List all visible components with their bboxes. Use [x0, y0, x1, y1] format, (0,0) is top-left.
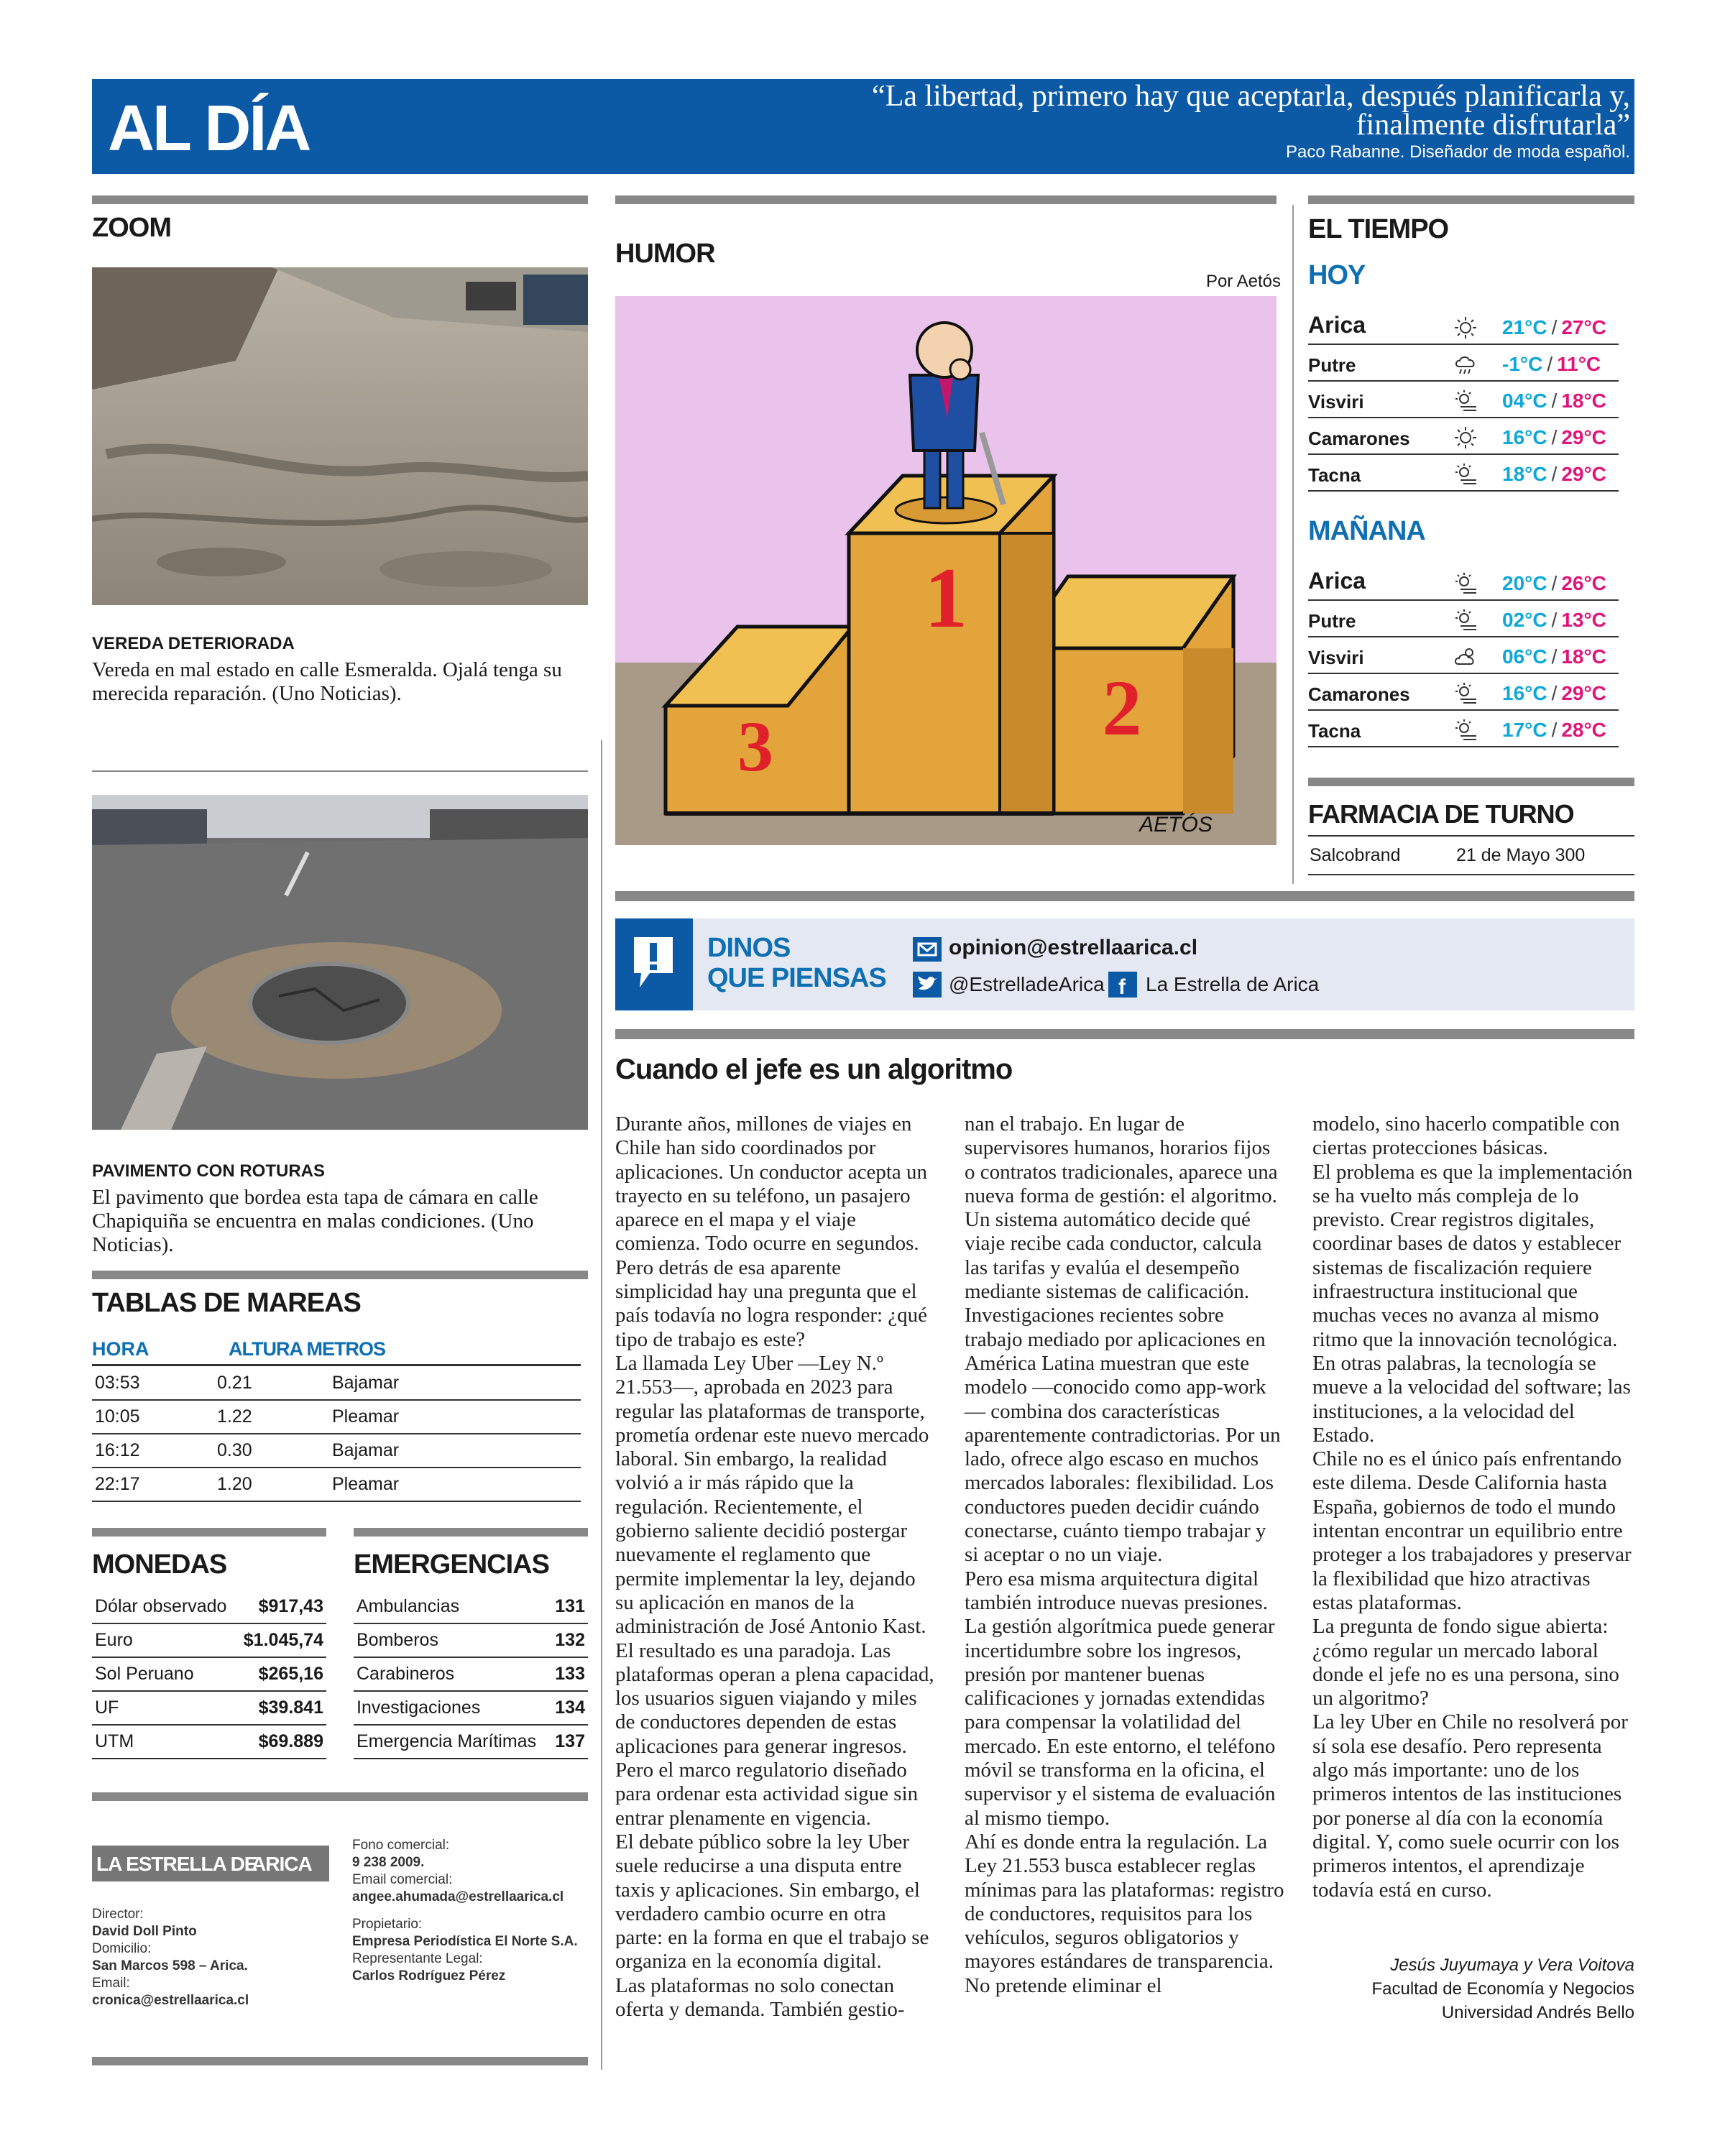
- emergency-service: Carabineros: [354, 1657, 550, 1691]
- rain-cloud-icon: [1453, 352, 1478, 377]
- article-paragraph: nan el trabajo. En lugar de supervisores humanos, horarios fijos o contratos tradicionales, aparece una nueva forma de gestión: el algoritmo. Un sistema automático decide qué viaje recibe cada conductor, calcula las tarifas y evalúa el desempeño mediante sistemas de calificación.: [965, 1112, 1278, 1304]
- table-row: [92, 1434, 581, 1468]
- article-authors: Jesús Juyumaya y Vera Voitova: [1390, 1955, 1634, 1975]
- emergency-number: 137: [550, 1725, 588, 1759]
- tides-table: [92, 1366, 581, 1502]
- article-paragraph: En otras palabras, la tecnología se mueve a la velocidad del software; las instituciones, a la velocidad del Estado.: [1312, 1351, 1631, 1447]
- weather-today-label: HOY: [1308, 260, 1366, 290]
- temp-low: 04°C: [1502, 390, 1547, 412]
- currency-value: $39.841: [236, 1691, 326, 1725]
- article-paragraph: Las plataformas no solo conectan oferta y demanda. También gestio-: [615, 1973, 905, 2021]
- phone: 9 238 2009.: [352, 1855, 425, 1870]
- weather-temps: [1502, 609, 1606, 632]
- article-signature: [1371, 1953, 1634, 2024]
- tide-type: Pleamar: [329, 1468, 581, 1501]
- table-row: [92, 1366, 581, 1400]
- weather-city: Putre: [1308, 354, 1356, 376]
- currency-value: $917,43: [236, 1590, 326, 1623]
- temp-separator: /: [1551, 645, 1558, 668]
- label: Director:: [92, 1907, 144, 1922]
- header-quote: “La libertad, primero hay que aceptarla, después planificarla y, finalmente disfrutarla”: [872, 80, 1630, 142]
- temp-separator: /: [1551, 316, 1558, 338]
- sun-haze-icon: [1453, 571, 1478, 596]
- legal-rep: Carlos Rodríguez Pérez: [352, 1968, 506, 1984]
- temp-high: 18°C: [1561, 390, 1606, 412]
- temp-separator: /: [1551, 572, 1558, 594]
- podium-number: 2: [1102, 664, 1142, 752]
- facebook-icon: [1108, 972, 1137, 998]
- weather-city: Camarones: [1308, 683, 1410, 705]
- article-paragraph: La pregunta de fondo sigue abierta: ¿cómo regular un mercado laboral donde el jefe no es una persona, sino un algoritmo?: [1312, 1615, 1619, 1710]
- weather-city: Arica: [1308, 568, 1366, 594]
- sun-haze-icon: [1453, 718, 1478, 742]
- tide-type: Bajamar: [329, 1434, 581, 1468]
- temp-high: 18°C: [1561, 645, 1606, 668]
- imprint-left: [92, 1906, 249, 2009]
- temp-high: 27°C: [1561, 316, 1606, 338]
- section-bar: [615, 1029, 1634, 1039]
- table-row: [92, 1468, 581, 1501]
- temp-low: 18°C: [1502, 463, 1547, 485]
- column-divider: [1292, 205, 1294, 884]
- imprint-right: [352, 1837, 578, 1985]
- podium-number: 3: [737, 706, 773, 786]
- article-column-1: [615, 1112, 936, 2022]
- temp-low: 17°C: [1502, 719, 1547, 741]
- table-row: [354, 1725, 588, 1759]
- weather-row: [1308, 602, 1619, 637]
- sun-haze-icon: [1453, 462, 1478, 487]
- divider: [1308, 874, 1634, 875]
- label: Propietario:: [352, 1917, 423, 1932]
- weather-row: [1308, 419, 1619, 455]
- tide-time: 10:05: [92, 1400, 214, 1434]
- contact-email-link[interactable]: opinion@estrellaarica.cl: [949, 936, 1198, 959]
- emergencies-table: [354, 1590, 588, 1759]
- section-bar: [615, 891, 1634, 901]
- article-paragraph: Investigaciones recientes sobre trabajo mediado por aplicaciones en América Latina muestran que este modelo —conocido como app-work— combina dos características aparentemente contradictorias. Por un lado, ofrece algo escaso en muchos mercados laborales: flexibilidad. Los conductores pueden decidir cuándo conectarse, cuánto tiempo trabajar y si aceptar o no un viaje.: [965, 1304, 1281, 1567]
- section-bar: [92, 1528, 326, 1537]
- emergency-service: Emergencia Marítimas: [354, 1725, 550, 1759]
- label: Email:: [92, 1976, 130, 1991]
- temp-separator: /: [1551, 463, 1558, 485]
- temp-separator: /: [1551, 390, 1558, 412]
- director: David Doll Pinto: [92, 1924, 197, 1939]
- currency-name: UTM: [92, 1725, 236, 1759]
- pharmacy-title: FARMACIA DE TURNO: [1308, 799, 1574, 829]
- table-row: [354, 1590, 588, 1623]
- temp-low: 16°C: [1502, 682, 1547, 704]
- weather-temps: [1502, 719, 1606, 742]
- temp-separator: /: [1551, 682, 1558, 704]
- emergency-service: Investigaciones: [354, 1691, 550, 1725]
- logo-text-arica: ARICA: [252, 1853, 312, 1875]
- weather-row: [1308, 309, 1619, 345]
- weather-temps: [1502, 316, 1606, 339]
- article-paragraph: Pero detrás de esa aparente simplicidad hay una pregunta que el país todavía no logra responder: ¿qué tipo de trabajo es este?: [615, 1256, 928, 1351]
- email-link[interactable]: cronica@estrellaarica.cl: [92, 1993, 249, 2008]
- pharmacy-address: 21 de Mayo 300: [1456, 845, 1586, 865]
- weather-temps: [1502, 353, 1601, 376]
- weather-row: [1308, 711, 1619, 747]
- photo-damaged-sidewalk: [92, 267, 588, 605]
- weather-temps: [1502, 645, 1606, 668]
- sun-haze-icon: [1453, 608, 1478, 632]
- temp-low: 16°C: [1502, 426, 1547, 448]
- humor-title: HUMOR: [615, 239, 715, 269]
- header-quote-author: Paco Rabanne. Diseñador de moda español.: [1286, 142, 1630, 162]
- table-row: [92, 1590, 326, 1623]
- section-bar: [354, 1528, 588, 1537]
- section-title: AL DÍA: [108, 93, 310, 165]
- temp-high: 11°C: [1557, 353, 1601, 375]
- temp-low: 02°C: [1502, 609, 1547, 631]
- podium-number: 1: [924, 550, 967, 645]
- article-paragraph: El resultado es una paradoja. Las plataformas operan a plena capacidad, los usuarios siguen viajando y miles de conductores dependen de estas aplicaciones para generar ingresos. Pero el marco regulatorio diseñado para ordenar esta actividad sigue sin entrar plenamente en vigencia.: [615, 1639, 934, 1830]
- article-faculty: Facultad de Economía y Negocios: [1371, 1979, 1634, 1999]
- weather-city: Camarones: [1308, 428, 1410, 449]
- emergency-service: Bomberos: [354, 1623, 550, 1657]
- caption-text: Vereda en mal estado en calle Esmeralda. Ojalá tenga su merecida reparación. (Uno Noticias).: [92, 658, 562, 705]
- section-bar: [92, 1271, 588, 1279]
- table-row: [92, 1691, 326, 1725]
- weather-row: [1308, 346, 1619, 382]
- zoom-title: ZOOM: [92, 213, 171, 243]
- weather-row: [1308, 456, 1619, 492]
- weather-city: Visviri: [1308, 647, 1364, 668]
- table-row: [92, 1657, 326, 1691]
- currencies-table: [92, 1590, 326, 1759]
- currencies-title: MONEDAS: [92, 1549, 227, 1580]
- weather-row: [1308, 675, 1619, 711]
- temp-low: 06°C: [1502, 645, 1547, 668]
- currency-value: $69.889: [236, 1725, 326, 1759]
- contact-title-line: DINOS: [707, 933, 791, 963]
- tides-col-height: ALTURA METROS: [229, 1338, 385, 1360]
- contact-title: [707, 933, 886, 993]
- table-row: [354, 1623, 588, 1657]
- section-bar: [1308, 778, 1634, 786]
- svg-text:f: f: [1118, 975, 1126, 998]
- article-paragraph: La llamada Ley Uber —Ley N.º 21.553—, aprobada en 2023 para regular las plataformas de transporte, prometía ordenar este nuevo mercado laboral. Sin embargo, la realidad volvió a ir más rápido que la regulación. Recientemente, el gobierno saliente decidió postergar nuevamente el reglamento que permite implementar la ley, dejando su aplicación en manos de la administración de José Antonio Kast.: [615, 1351, 929, 1639]
- label: Email comercial:: [352, 1872, 453, 1887]
- emergency-number: 134: [550, 1691, 588, 1725]
- twitter-icon: [913, 972, 942, 998]
- sun-haze-icon: [1453, 681, 1478, 706]
- tide-time: 03:53: [92, 1366, 214, 1400]
- temp-high: 28°C: [1561, 719, 1606, 741]
- temp-low: 21°C: [1502, 316, 1547, 338]
- pharmacy-name: Salcobrand: [1310, 845, 1401, 865]
- article-paragraph: El debate público sobre la ley Uber suele reducirse a una disputa entre taxis y aplicaciones. Sin embargo, el verdadero cambio ocurre en otra parte: en la forma en que el trabajo se organiza en la economía digital.: [615, 1830, 929, 1973]
- weather-tomorrow-label: MAÑANA: [1308, 516, 1425, 546]
- divider: [1308, 835, 1634, 837]
- article-paragraph: Ahí es donde entra la regulación. La Ley 21.553 busca establecer reglas mínimas para las plataformas: registro de conductores, requisitos para los vehículos, seguros obligatorios y mayores estándares de transparencia. No pretende eliminar el: [965, 1830, 1284, 1997]
- label: Representante Legal:: [352, 1951, 483, 1966]
- sun-haze-icon: [1453, 389, 1478, 413]
- section-bar: [615, 195, 1276, 204]
- sun-icon: [1453, 425, 1478, 450]
- article-paragraph: Chile no es el único país enfrentando este dilema. Desde California hasta España, gobiernos de todo el mundo intentan encontrar un equilibrio entre proteger a los trabajadores y preservar la flexibilidad que hizo atractivas estas plataformas.: [1312, 1447, 1632, 1614]
- section-bar: [92, 2057, 588, 2065]
- emergency-number: 132: [550, 1623, 588, 1657]
- weather-city: Tacna: [1308, 720, 1361, 742]
- emergency-number: 131: [550, 1590, 588, 1623]
- currency-value: $1.045,74: [236, 1623, 326, 1657]
- exclamation-bubble-icon: [628, 933, 678, 995]
- table-row: [92, 1623, 326, 1657]
- facebook-link[interactable]: La Estrella de Arica: [1146, 973, 1320, 995]
- twitter-link[interactable]: @EstrelladeArica: [949, 973, 1105, 995]
- caption-heading: VEREDA DETERIORADA: [92, 634, 295, 653]
- article-column-2: [965, 1112, 1285, 1998]
- emergency-service: Ambulancias: [354, 1590, 550, 1623]
- section-bar: [92, 195, 588, 204]
- tide-time: 22:17: [92, 1468, 214, 1501]
- article-column-3: [1312, 1112, 1634, 1902]
- tide-height: 1.20: [214, 1468, 329, 1501]
- weather-temps: [1502, 572, 1606, 595]
- label: Fono comercial:: [352, 1838, 450, 1853]
- tide-height: 0.30: [214, 1434, 329, 1468]
- weather-temps: [1502, 463, 1606, 486]
- weather-city: Tacna: [1308, 464, 1361, 486]
- article-paragraph: modelo, sino hacerlo compatible con ciertas protecciones básicas.: [1312, 1112, 1620, 1160]
- article-university: Universidad Andrés Bello: [1441, 2003, 1634, 2022]
- owner: Empresa Periodística El Norte S.A.: [352, 1934, 578, 1949]
- temp-low: 20°C: [1502, 572, 1547, 594]
- article-paragraph: El problema es que la implementación se ha vuelto más compleja de lo previsto. Crear registros digitales, coordinar bases de datos y establecer sistemas de fiscalización requiere infraestructura institucional que muchas veces no avanza al mismo ritmo que la innovación tecnológica.: [1312, 1160, 1633, 1351]
- table-row: [92, 1400, 581, 1434]
- logo-text: LA ESTRELLA DE: [96, 1853, 257, 1875]
- temp-separator: /: [1551, 609, 1558, 631]
- temp-separator: /: [1551, 426, 1558, 448]
- weather-row: [1308, 565, 1619, 601]
- divider: [92, 770, 588, 772]
- column-divider: [601, 740, 602, 2070]
- emergency-number: 133: [550, 1657, 588, 1691]
- currency-name: Euro: [92, 1623, 236, 1657]
- currency-name: UF: [92, 1691, 236, 1725]
- mail-icon: [913, 937, 942, 962]
- table-row: [354, 1657, 588, 1691]
- sun-icon: [1453, 315, 1478, 340]
- weather-title: EL TIEMPO: [1308, 214, 1449, 244]
- weather-temps: [1502, 390, 1606, 413]
- cartoon-podium: [615, 296, 1276, 845]
- article-paragraph: Durante años, millones de viajes en Chile han sido coordinados por aplicaciones. Un conductor acepta un trayecto en su teléfono, un pasajero aparece en el mapa y el viaje comienza. Todo ocurre en segundos.: [615, 1112, 928, 1256]
- humor-byline: Por Aetós: [1205, 272, 1281, 291]
- tide-time: 16:12: [92, 1434, 214, 1468]
- table-row: [92, 1725, 326, 1759]
- caption-heading: PAVIMENTO CON ROTURAS: [92, 1161, 326, 1181]
- contact-title-line: QUE PIENSAS: [707, 963, 886, 993]
- tide-height: 1.22: [214, 1400, 329, 1434]
- temp-high: 29°C: [1561, 682, 1606, 704]
- weather-temps: [1502, 682, 1606, 705]
- tide-height: 0.21: [214, 1366, 329, 1400]
- currency-name: Sol Peruano: [92, 1657, 236, 1691]
- temp-high: 29°C: [1561, 463, 1606, 485]
- weather-temps: [1502, 426, 1606, 449]
- section-bar: [92, 1792, 588, 1801]
- weather-row: [1308, 382, 1619, 418]
- temp-low: -1°C: [1502, 353, 1543, 375]
- address: San Marcos 598 – Arica.: [92, 1958, 248, 1973]
- temp-high: 13°C: [1561, 609, 1606, 631]
- currency-value: $265,16: [236, 1657, 326, 1691]
- tide-type: Bajamar: [329, 1366, 581, 1400]
- temp-separator: /: [1547, 353, 1553, 375]
- label: Domicilio:: [92, 1941, 152, 1956]
- section-bar: [1308, 195, 1634, 204]
- temp-separator: /: [1551, 719, 1558, 741]
- tide-type: Pleamar: [329, 1400, 581, 1434]
- weather-row: [1308, 638, 1619, 674]
- cloud-sun-icon: [1453, 645, 1478, 669]
- emergencies-title: EMERGENCIAS: [354, 1549, 549, 1580]
- weather-city: Visviri: [1308, 391, 1364, 413]
- cartoonist-signature: AETÓS: [1139, 813, 1213, 837]
- tides-col-hour: HORA: [92, 1338, 150, 1360]
- temp-high: 26°C: [1561, 572, 1606, 594]
- caption-text: El pavimento que bordea esta tapa de cámara en calle Chapiquiña se encuentra en malas condiciones. (Uno Noticias).: [92, 1186, 538, 1256]
- weather-city: Putre: [1308, 610, 1356, 632]
- photo-damaged-pavement: [92, 795, 588, 1130]
- tides-title: TABLAS DE MAREAS: [92, 1288, 361, 1318]
- currency-name: Dólar observado: [92, 1590, 236, 1623]
- article-paragraph: La ley Uber en Chile no resolverá por sí sola ese desafío. Pero representa algo más importante: uno de los primeros intentos de las instituciones por ponerse al día con la economía digital. Y, como suele ocurrir con los primeros intentos, el aprendizaje todavía está en curso.: [1312, 1710, 1628, 1902]
- article-paragraph: Pero esa misma arquitectura digital también introduce nuevas presiones. La gestión algorítmica puede generar incertidumbre sobre los ingresos, presión por mantener buenas calificaciones y jornadas extendidas para compensar la volatilidad del mercado. En este entorno, el teléfono móvil se transforma en la oficina, el supervisor y el sistema de evaluación al mismo tiempo.: [965, 1567, 1276, 1830]
- email-link[interactable]: angee.ahumada@estrellaarica.cl: [352, 1889, 564, 1904]
- article-headline: Cuando el jefe es un algoritmo: [615, 1054, 1013, 1085]
- temp-high: 29°C: [1561, 426, 1606, 448]
- weather-city: Arica: [1308, 312, 1366, 338]
- table-row: [354, 1691, 588, 1725]
